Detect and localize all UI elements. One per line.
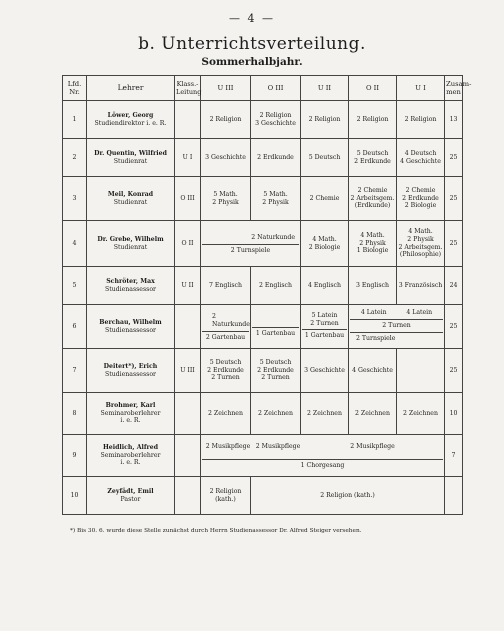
header-total: Zusam- men	[445, 76, 463, 101]
cell-o3: 1 Gartenbau	[251, 305, 301, 349]
cell-o3: 2 Zeichnen	[251, 393, 301, 435]
header-row	[63, 76, 463, 101]
cell-u2: 4 Englisch	[301, 267, 349, 305]
header-teacher: Lehrer	[87, 76, 175, 101]
row-nr: 7	[63, 349, 87, 393]
cell-u3: 2 Religion (kath.)	[201, 477, 251, 515]
form-cell: U I	[175, 139, 201, 177]
cell-u3: 2 Religion	[201, 101, 251, 139]
cell-u2: 2 Religion	[301, 101, 349, 139]
table-row	[63, 435, 463, 477]
cell-total: 7	[445, 435, 463, 477]
row-nr: 9	[63, 435, 87, 477]
cell-total: 25	[445, 305, 463, 349]
table-row	[63, 305, 463, 349]
cell-u2: 4 Math. 2 Biologie	[301, 221, 349, 267]
cell-u3: 5 Deutsch 2 Erdkunde 2 Turnen	[201, 349, 251, 393]
header-u1: U I	[397, 76, 445, 101]
table-row	[63, 221, 463, 267]
teacher-cell: Dr. Grebe, Wilhelm Studienrat	[87, 221, 175, 267]
cell-u2-u1-top: 2 Musikpflege	[350, 443, 395, 451]
table-row	[63, 349, 463, 393]
cell-o2-u1: 4 Latein 4 Latein 2 Turnen 2 Turnspiele	[349, 305, 445, 349]
cell-total: 25	[445, 139, 463, 177]
cell-total: 13	[445, 101, 463, 139]
cell-u2: 5 Deutsch	[301, 139, 349, 177]
section-title: b. Unterrichtsverteilung.	[138, 34, 366, 54]
cell-o2-top: 4 Latein	[360, 309, 387, 317]
row-nr: 10	[63, 477, 87, 515]
cell-o2: 3 Englisch	[349, 267, 397, 305]
form-cell	[175, 101, 201, 139]
cell-u2: 2 Chemie	[301, 177, 349, 221]
row-nr: 5	[63, 267, 87, 305]
form-cell	[175, 393, 201, 435]
row-nr: 8	[63, 393, 87, 435]
footnote: *) Bis 30. 6. wurde diese Stelle zunächst durch Herrn Studienassessor Dr. Alfred Steiger versehen.	[70, 528, 362, 534]
cell-u1	[397, 349, 445, 393]
cell-u1: 2 Religion	[397, 101, 445, 139]
cell-o2: 4 Geschichte	[349, 349, 397, 393]
cell-o2: 2 Religion	[349, 101, 397, 139]
form-cell: U III	[175, 349, 201, 393]
cell-u1-top: 4 Latein	[406, 309, 433, 317]
teacher-cell: Berchau, Wilhelm Studienassessor	[87, 305, 175, 349]
cell-o2: 4 Math. 2 Physik 1 Biologie	[349, 221, 397, 267]
cell-o3: 2 Erdkunde	[251, 139, 301, 177]
cell-total: 10	[445, 393, 463, 435]
form-cell: U II	[175, 267, 201, 305]
cell-u3: 2 Zeichnen	[201, 393, 251, 435]
cell-u1: 3 Französisch	[397, 267, 445, 305]
form-cell: O III	[175, 177, 201, 221]
teacher-cell: Schröter, Max Studienassessor	[87, 267, 175, 305]
cell-o2: 5 Deutsch 2 Erdkunde	[349, 139, 397, 177]
table-row	[63, 101, 463, 139]
row-nr: 6	[63, 305, 87, 349]
cell-music-block: 2 Musikpflege 2 Musikpflege 2 Musikpflege 1 Chorgesang	[201, 435, 445, 477]
header-o3: O III	[251, 76, 301, 101]
teacher-cell: Deitert*), Erich Studienassessor	[87, 349, 175, 393]
row-nr: 2	[63, 139, 87, 177]
cell-o3-u1: 2 Religion (kath.)	[251, 477, 445, 515]
section-subtitle: Sommerhalbjahr.	[201, 56, 303, 68]
cell-o3-top: 2 Musikpflege	[255, 443, 301, 451]
form-cell	[175, 435, 201, 477]
cell-o3: 2 Englisch	[251, 267, 301, 305]
form-cell	[175, 477, 201, 515]
cell-o2: 2 Zeichnen	[349, 393, 397, 435]
cell-u3: 3 Geschichte	[201, 139, 251, 177]
form-cell	[175, 305, 201, 349]
cell-u2: 2 Zeichnen	[301, 393, 349, 435]
cell-u1: 4 Math. 2 Physik 2 Arbeitsgem. (Philosophie)	[397, 221, 445, 267]
cell-total	[445, 477, 463, 515]
table-row	[63, 477, 463, 515]
cell-u3: 5 Math. 2 Physik	[201, 177, 251, 221]
table-row	[63, 139, 463, 177]
teacher-cell: Dr. Quentin, Wilfried Studienrat	[87, 139, 175, 177]
teacher-cell: Meil, Konrad Studienrat	[87, 177, 175, 221]
header-nr: Lfd. Nr.	[63, 76, 87, 101]
header-form: Klass.- Leitung	[175, 76, 201, 101]
teacher-cell: Brohmer, Karl Seminaroberlehrer i. e. R.	[87, 393, 175, 435]
page-number: — 4 —	[229, 12, 275, 25]
cell-o2: 2 Chemie 2 Arbeitsgem. (Erdkunde)	[349, 177, 397, 221]
table-row	[63, 393, 463, 435]
cell-u2: 5 Latein 2 Turnen 1 Gartenbau	[301, 305, 349, 349]
row-nr: 1	[63, 101, 87, 139]
teacher-cell: Zeyfädt, Emil Pastor	[87, 477, 175, 515]
cell-total: 24	[445, 267, 463, 305]
cell-o3: 5 Deutsch 2 Erdkunde 2 Turnen	[251, 349, 301, 393]
cell-total: 25	[445, 221, 463, 267]
table-row	[63, 267, 463, 305]
cell-u3-top: 2 Musikpflege	[205, 443, 251, 451]
header-u2: U II	[301, 76, 349, 101]
header-o2: O II	[349, 76, 397, 101]
cell-u1: 2 Chemie 2 Erdkunde 2 Biologie	[397, 177, 445, 221]
cell-u3-o3: 2 Naturkunde 2 Turnspiele	[201, 221, 301, 267]
teacher-cell: Löwer, Georg Studiendirektor i. e. R.	[87, 101, 175, 139]
teacher-cell: Heidlich, Alfred Seminaroberlehrer i. e. R.	[87, 435, 175, 477]
cell-u3: 7 Englisch	[201, 267, 251, 305]
teaching-schedule-table	[62, 75, 472, 515]
cell-total: 25	[445, 349, 463, 393]
cell-total: 25	[445, 177, 463, 221]
form-cell: O II	[175, 221, 201, 267]
row-nr: 4	[63, 221, 87, 267]
cell-o3: 2 Religion 3 Geschichte	[251, 101, 301, 139]
cell-u1: 2 Zeichnen	[397, 393, 445, 435]
cell-o3: 5 Math. 2 Physik	[251, 177, 301, 221]
table-row	[63, 177, 463, 221]
cell-u3: 2 Naturkunde 2 Gartenbau	[201, 305, 251, 349]
row-nr: 3	[63, 177, 87, 221]
cell-u1: 4 Deutsch 4 Geschichte	[397, 139, 445, 177]
header-u3: U III	[201, 76, 251, 101]
cell-u2: 3 Geschichte	[301, 349, 349, 393]
